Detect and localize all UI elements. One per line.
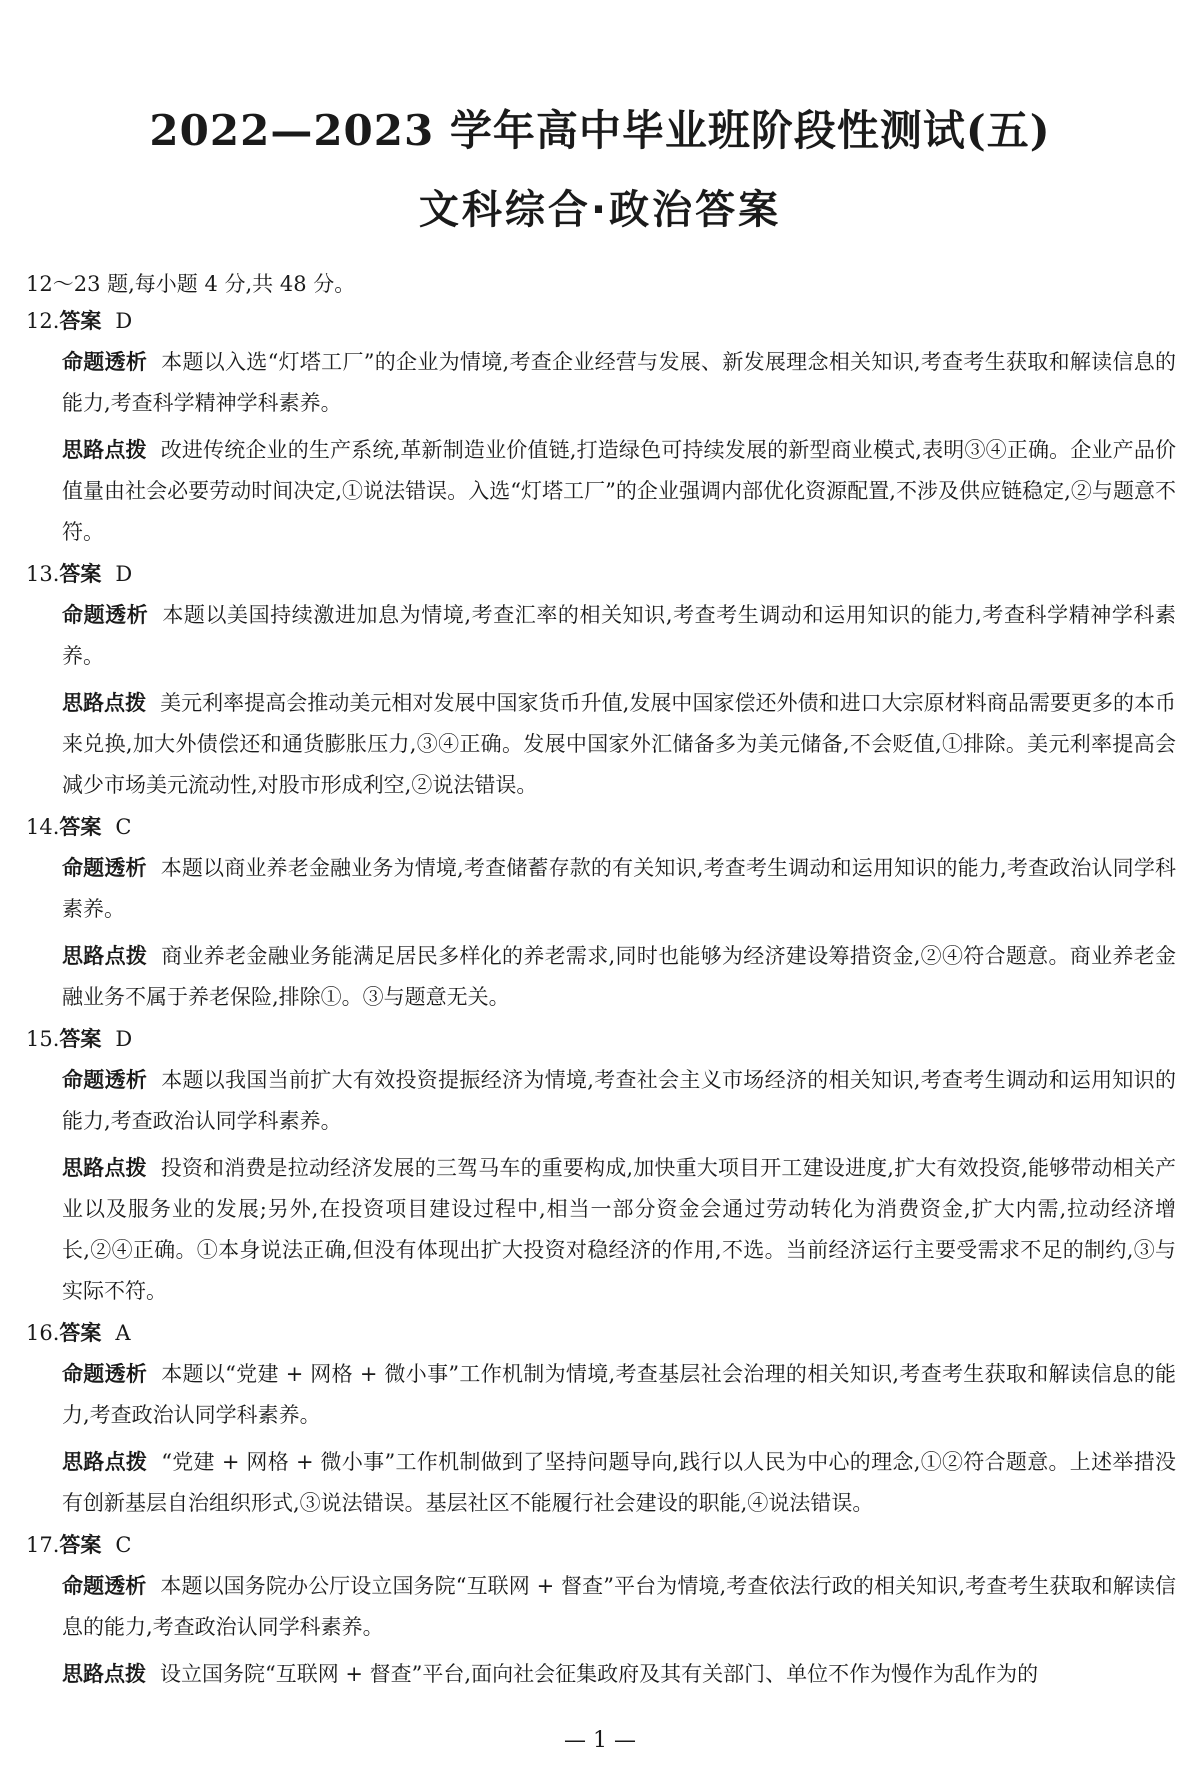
question-header <box>26 812 1176 842</box>
hint-paragraph <box>62 936 1176 1018</box>
analysis-text: 本题以“党建 + 网格 + 微小事”工作机制为情境,考查基层社会治理的相关知识,考查考生获取和解读信息的能力,考查政治认同学科素养。 <box>62 1362 1177 1427</box>
analysis-label: 命题透析 <box>62 350 148 374</box>
question-number: 15. <box>26 1027 60 1051</box>
section-intro: 12～23 题,每小题 4 分,共 48 分。 <box>26 272 356 296</box>
analysis-label: 命题透析 <box>62 1068 148 1092</box>
analysis-paragraph <box>62 595 1176 677</box>
answer-letter: D <box>115 1027 133 1051</box>
analysis-paragraph <box>62 1566 1176 1648</box>
analysis-label: 命题透析 <box>62 856 147 880</box>
question-number: 16. <box>26 1321 60 1345</box>
question-14 <box>26 812 1176 1018</box>
analysis-paragraph <box>62 1060 1176 1142</box>
hint-paragraph <box>62 1654 1176 1695</box>
hint-paragraph <box>62 430 1176 553</box>
answer-body <box>26 268 1176 1701</box>
hint-label: 思路点拨 <box>62 1156 147 1180</box>
analysis-text: 本题以我国当前扩大有效投资提振经济为情境,考查社会主义市场经济的相关知识,考查考生调动和运用知识的能力,考查政治认同学科素养。 <box>62 1068 1176 1133</box>
hint-label: 思路点拨 <box>62 438 147 462</box>
hint-text: 设立国务院“互联网 + 督查”平台,面向社会征集政府及其有关部门、单位不作为慢作为乱作为的 <box>160 1662 1039 1686</box>
answer-label: 答案 <box>59 815 102 839</box>
analysis-text: 本题以美国持续激进加息为情境,考查汇率的相关知识,考查考生调动和运用知识的能力,考查科学精神学科素养。 <box>62 603 1176 668</box>
question-header <box>26 1024 1176 1054</box>
question-13 <box>26 559 1176 806</box>
question-15 <box>26 1024 1176 1312</box>
analysis-text: 本题以入选“灯塔工厂”的企业为情境,考查企业经营与发展、新发展理念相关知识,考查考生获取和解读信息的能力,考查科学精神学科素养。 <box>62 350 1177 415</box>
analysis-label: 命题透析 <box>62 1362 148 1386</box>
analysis-label: 命题透析 <box>62 603 149 627</box>
page-number: — 1 — <box>564 1728 636 1753</box>
question-header <box>26 1318 1176 1348</box>
question-number: 14. <box>26 815 60 839</box>
answer-letter: A <box>115 1321 131 1345</box>
hint-paragraph <box>62 1442 1176 1524</box>
question-number: 17. <box>26 1533 60 1557</box>
answer-label: 答案 <box>59 1027 102 1051</box>
hint-paragraph <box>62 1148 1176 1312</box>
question-header <box>26 306 1176 336</box>
answer-letter: D <box>115 309 133 333</box>
analysis-text: 本题以商业养老金融业务为情境,考查储蓄存款的有关知识,考查考生调动和运用知识的能力,考查政治认同学科素养。 <box>62 856 1177 921</box>
question-number: 12. <box>26 309 60 333</box>
hint-text: 投资和消费是拉动经济发展的三驾马车的重要构成,加快重大项目开工建设进度,扩大有效投资,能够带动相关产业以及服务业的发展;另外,在投资项目建设过程中,相当一部分资金会通过劳动转化为消费资金,扩大内需,拉动经济增长,②④正确。①本身说法正确,但没有体现出扩大投资对稳经济的作用,不选。当前经济运行主要受需求不足的制约,③与实际不符。 <box>62 1156 1177 1303</box>
hint-label: 思路点拨 <box>62 944 148 968</box>
question-header <box>26 559 1176 589</box>
hint-label: 思路点拨 <box>62 1662 146 1686</box>
hint-text: 改进传统企业的生产系统,革新制造业价值链,打造绿色可持续发展的新型商业模式,表明③④正确。企业产品价值量由社会必要劳动时间决定,①说法错误。入选“灯塔工厂”的企业强调内部优化资源配置,不涉及供应链稳定,②与题意不符。 <box>62 438 1177 544</box>
analysis-paragraph <box>62 1354 1176 1436</box>
hint-text: 商业养老金融业务能满足居民多样化的养老需求,同时也能够为经济建设筹措资金,②④符合题意。商业养老金融业务不属于养老保险,排除①。③与题意无关。 <box>62 944 1176 1009</box>
hint-label: 思路点拨 <box>62 691 147 715</box>
answer-label: 答案 <box>59 562 102 586</box>
page-title: 2022—2023 学年高中毕业班阶段性测试(五) <box>149 106 1051 155</box>
question-number: 13. <box>26 562 60 586</box>
question-12 <box>26 306 1176 553</box>
answer-label: 答案 <box>59 1533 102 1557</box>
question-header <box>26 1530 1176 1560</box>
question-16 <box>26 1318 1176 1524</box>
answer-label: 答案 <box>59 1321 102 1345</box>
hint-paragraph <box>62 683 1176 806</box>
page-subtitle: 文科综合·政治答案 <box>418 187 782 233</box>
answer-letter: C <box>115 815 132 839</box>
hint-label: 思路点拨 <box>62 1450 148 1474</box>
analysis-paragraph <box>62 342 1176 424</box>
analysis-paragraph <box>62 848 1176 930</box>
answer-label: 答案 <box>59 309 102 333</box>
answer-letter: D <box>115 562 133 586</box>
hint-text: “党建 + 网格 + 微小事”工作机制做到了坚持问题导向,践行以人民为中心的理念,①②符合题意。上述举措没有创新基层自治组织形式,③说法错误。基层社区不能履行社会建设的职能,④说法错误。 <box>62 1450 1177 1515</box>
analysis-text: 本题以国务院办公厅设立国务院“互联网 + 督查”平台为情境,考查依法行政的相关知识,考查考生获取和解读信息的能力,考查政治认同学科素养。 <box>62 1574 1177 1639</box>
analysis-label: 命题透析 <box>62 1574 147 1598</box>
hint-text: 美元利率提高会推动美元相对发展中国家货币升值,发展中国家偿还外债和进口大宗原材料商品需要更多的本币来兑换,加大外债偿还和通货膨胀压力,③④正确。发展中国家外汇储备多为美元储备,不会贬值,①排除。美元利率提高会减少市场美元流动性,对股市形成利空,②说法错误。 <box>62 691 1177 797</box>
question-17 <box>26 1530 1176 1695</box>
answer-letter: C <box>115 1533 132 1557</box>
